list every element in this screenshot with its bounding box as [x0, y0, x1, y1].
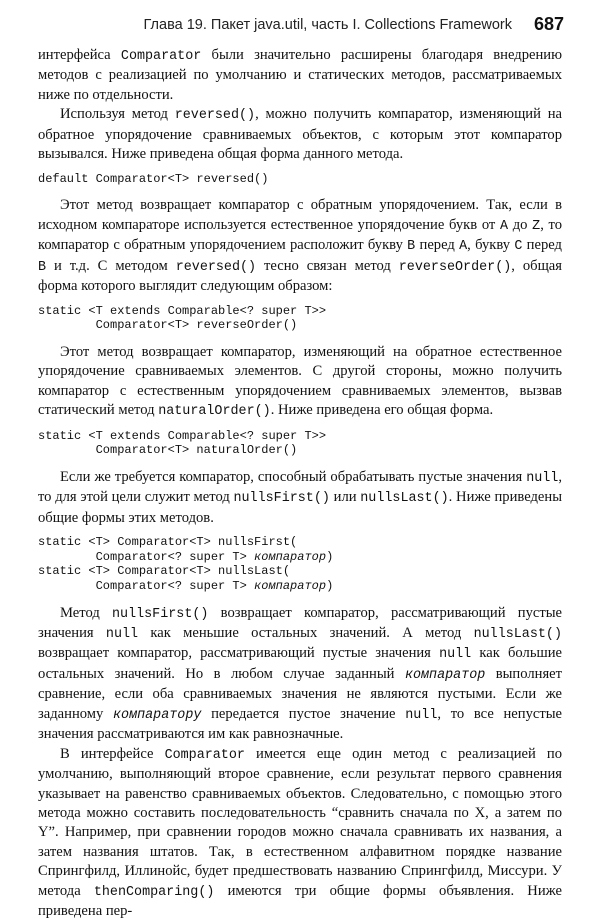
paragraph-5: Если же требуется компаратор, способный обрабатывать пустые значения null, то для этой цели служит метод nullsFirst() или nullsLast(). Ниже приведены общие формы этих методов.	[38, 468, 562, 526]
paragraph-4: Этот метод возвращает компаратор, изменяющий на обратное естественное упорядочение сравниваемых элементов. С другой стороны, можно получить компаратор с естественным упорядочением сравниваемых элементов, вызвав статический метод naturalOrder(). Ниже приведена его общая форма.	[38, 343, 562, 420]
page-number: 687	[533, 14, 564, 34]
paragraph-2: Используя метод reversed(), можно получить компаратор, изменяющий на обратное упорядочение сравниваемых объектов, с которым этот компаратор вызывался. Ниже приведена общая форма данного метода.	[38, 106, 562, 163]
paragraph-7: В интерфейсе Comparator имеется еще один метод с реализацией по умолчанию, выполняющий второе сравнение, если результат первого сравнения указывает на равенство сравниваемых объектов. Следовательно, с помощью этого метода можно составить последовательность “сравнить сначала по X, а затем по Y”. Например, при сравнении городов можно сначала сравнивать их названия, а затем названия штатов. Так, в естественном алфавитном порядке название Спрингфилд, Иллинойс, будет предшествовать названию Спрингфилд, Миссури. У метода thenComparing() имеются три общие формы объявления. Ниже приведена пер-	[38, 745, 563, 920]
chapter-title: Глава 19. Пакет java.util, часть I. Collections Framework	[143, 17, 512, 33]
code-block-reversed: default Comparator<T> reversed()	[38, 171, 269, 186]
code-block-reverse-order: static <T extends Comparable<? super T>> Comparator<T> reverseOrder()	[38, 303, 327, 333]
paragraph-1: интерфейса Comparator были значительно расширены благодаря внедрению методов с реализацией по умолчанию и статических методов, рассматриваемых ниже по отдельности.	[38, 47, 562, 103]
code-block-nulls: static <T> Comparator<T> nullsFirst( Comparator<? super T> компаратор) static <T> Comparator<T> nullsLast( Comparator<? super T> компаратор)	[38, 535, 334, 593]
code-block-natural-order: static <T extends Comparable<? super T>> Comparator<T> naturalOrder()	[38, 428, 327, 458]
paragraph-6: Метод nullsFirst() возвращает компаратор, рассматривающий пустые значения null как меньшие остальных значений. А метод nullsLast() возвращает компаратор, рассматривающий пустые значения null как большие остальных значений. Но в любом случае заданный компаратор выполняет сравнение, если оба сравниваемых значения не являются пустыми. Если же заданному компаратору передается пустое значение null, то все непустые значения рассматриваются им как равнозначные.	[38, 604, 563, 743]
page-body	[38, 46, 562, 922]
running-header	[36, 14, 564, 38]
paragraph-3: Этот метод возвращает компаратор с обратным упорядочением. Так, если в исходном компараторе используется естественное упорядочение букв от A до Z, то компаратор с обратным упорядочением расположит букву B перед A, букву C перед B и т.д. С методом reversed() тесно связан метод reverseOrder(), общая форма которого выглядит следующим образом:	[38, 197, 562, 295]
